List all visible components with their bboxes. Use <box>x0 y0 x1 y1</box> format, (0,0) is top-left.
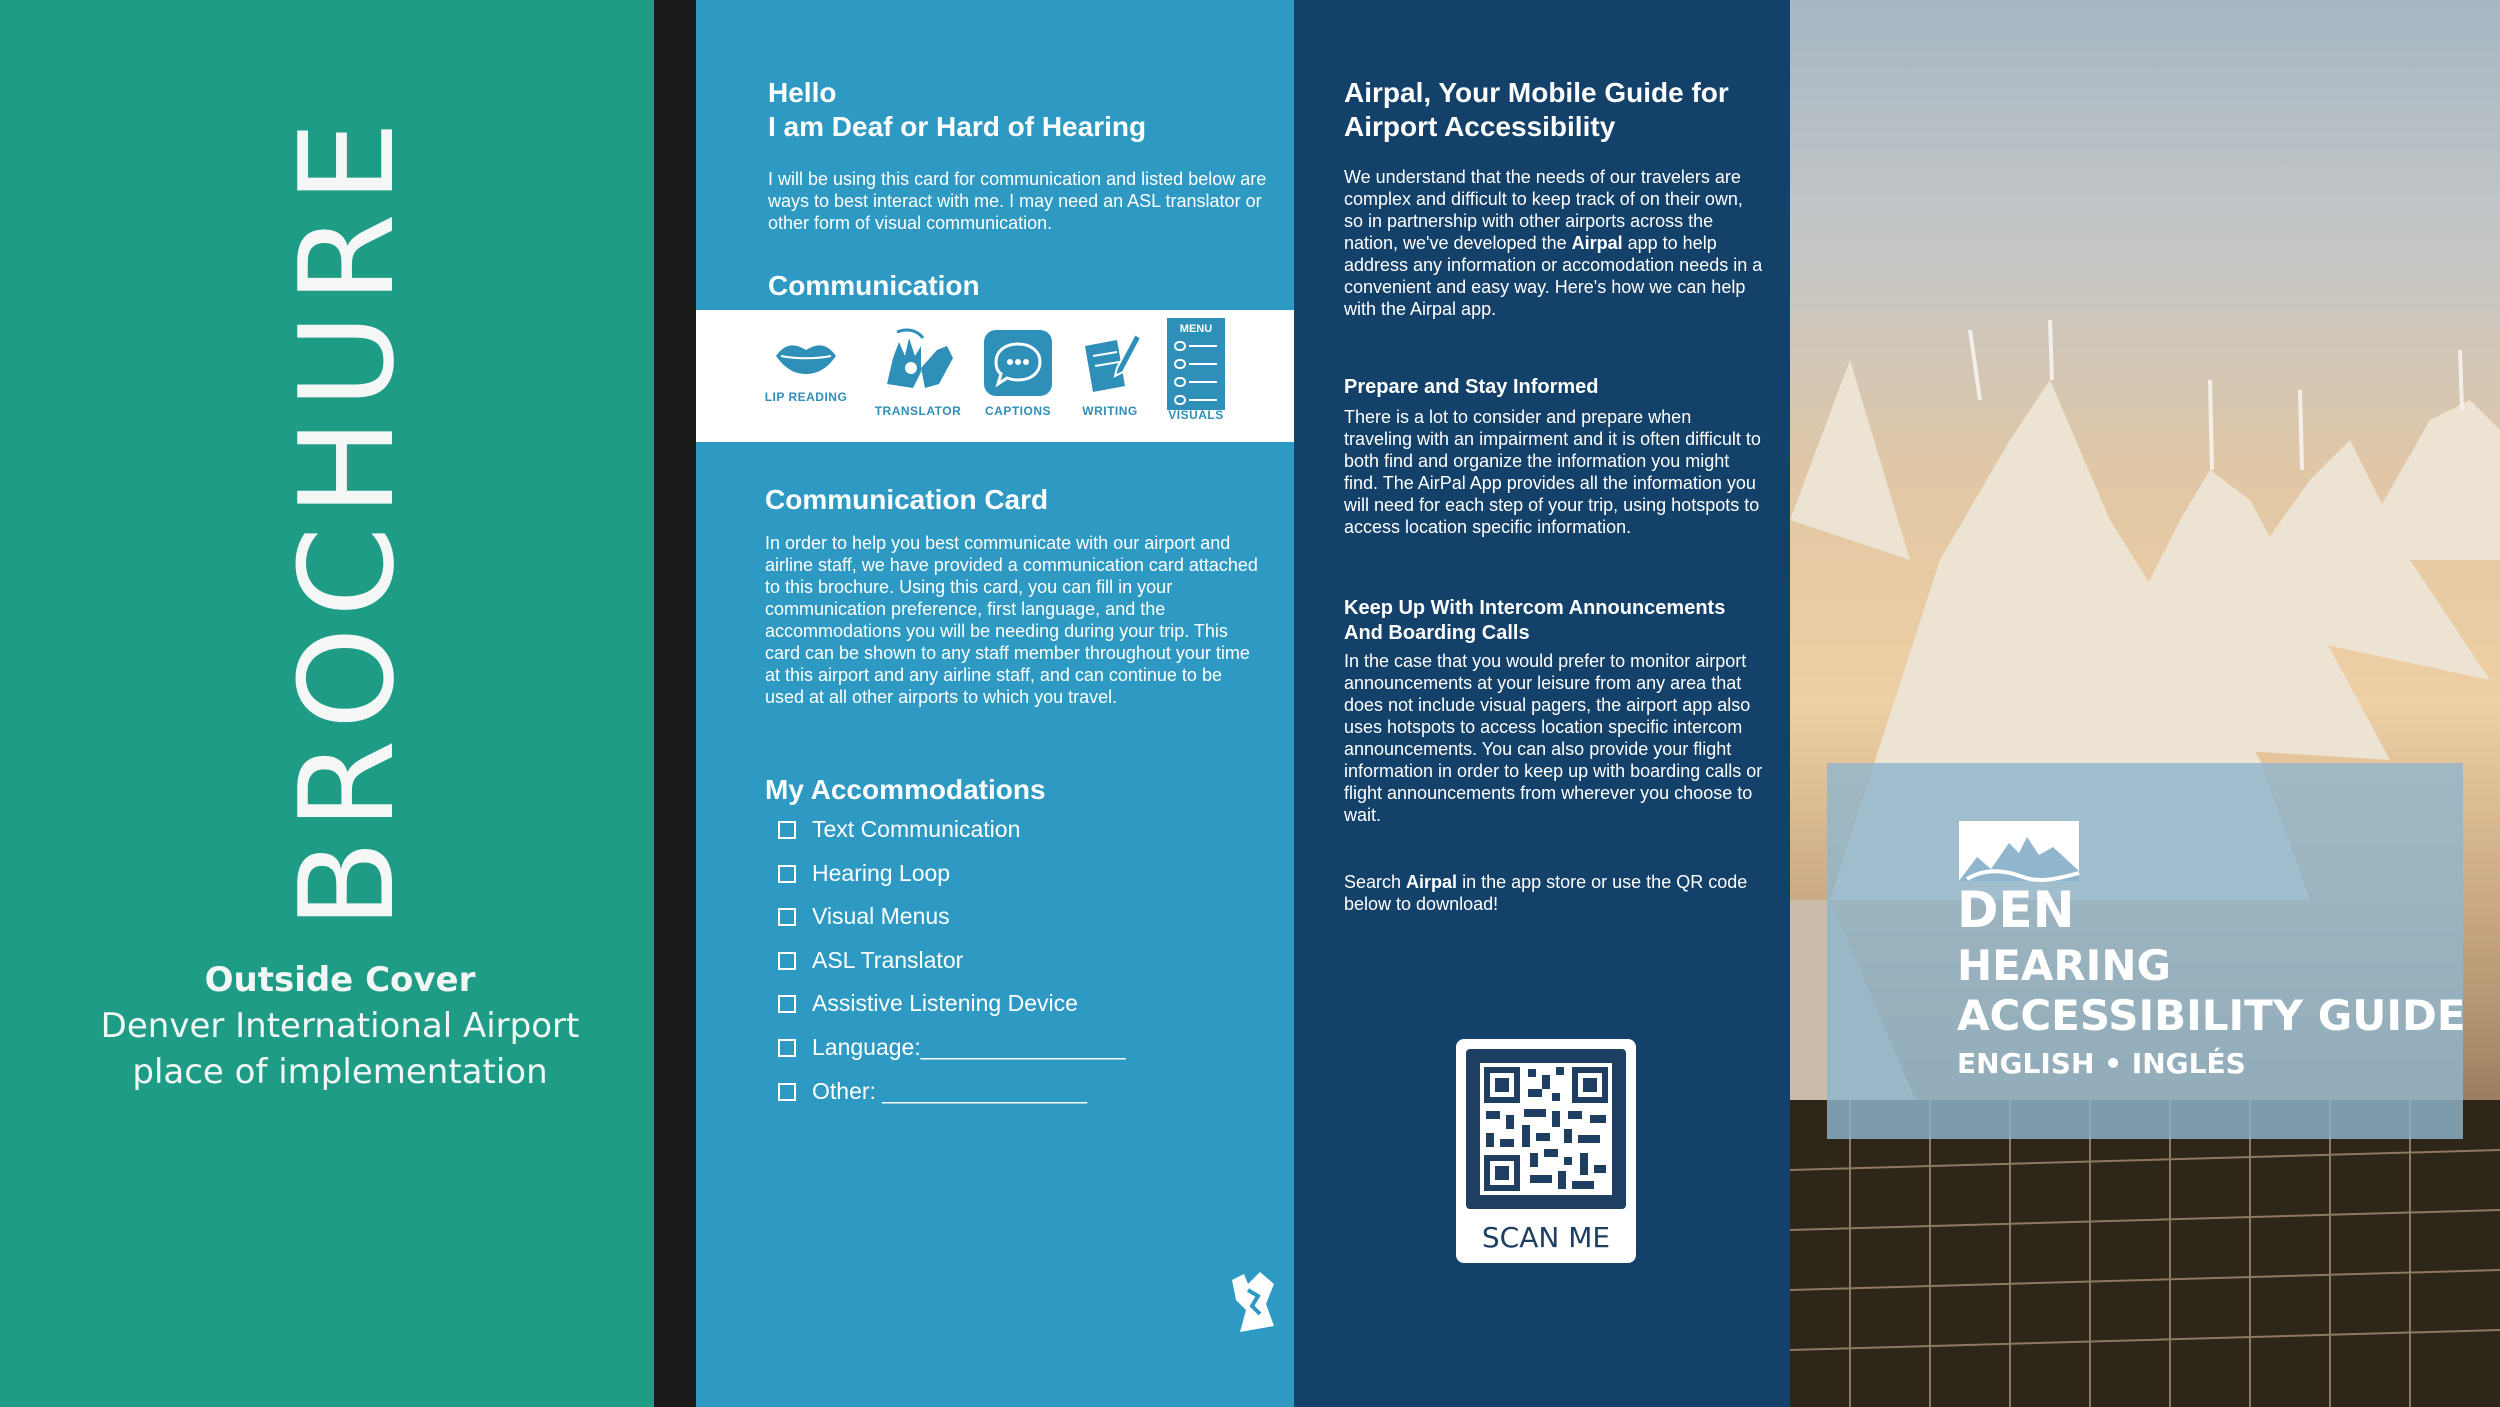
checkbox[interactable] <box>778 995 796 1013</box>
deaf-line: I am Deaf or Hard of Hearing <box>768 111 1147 142</box>
accommodation-label: ASL Translator <box>812 947 964 973</box>
prepare-text: There is a lot to consider and prepare when traveling with an impairment and it is often difficult to both find and organize the information you might find. The AirPal App provides all the information you will need for each step of your trip, using hotspots to access location specific information. <box>1344 407 1761 537</box>
title-overlay-box <box>1827 763 2466 1139</box>
greeting-heading <box>768 76 1146 144</box>
den-mountain-icon <box>1957 819 2081 931</box>
search-text-b: in the app store or use the QR code below to download! <box>1344 872 1748 914</box>
checkbox[interactable] <box>778 1039 796 1057</box>
den-mark-icon <box>1226 1270 1280 1336</box>
communication-card-heading: Communication Card <box>765 484 1049 515</box>
icon-label: WRITING <box>1082 404 1138 418</box>
outside-cover-panel <box>0 0 654 1407</box>
qr-code[interactable] <box>1466 1049 1626 1209</box>
communication-card-text: In order to help you best communicate with our airport and airline staff, we have provided a communication card attached to this brochure. Using this card, you can fill in your communication preference, first language, and the accommodations you will be needing during your trip. This card can be shown to any staff member throughout your time at this airport and any airline staff, and can continue to be used at all other airports to which you travel. <box>765 533 1258 707</box>
front-cover-photo <box>1790 0 2500 1407</box>
accommodations-heading: My Accommodations <box>765 774 1046 805</box>
icon-item-captions <box>970 328 1066 418</box>
accommodation-option[interactable] <box>778 903 950 930</box>
outside-cover-label: Outside Cover <box>204 960 476 1000</box>
search-text-a: Search <box>1344 872 1407 892</box>
airpal-heading: Airpal, Your Mobile Guide for Airport Accessibility <box>1344 77 1729 142</box>
icon-label: TRANSLATOR <box>874 404 962 418</box>
language-label: ENGLISH • INGLÉS <box>1957 1047 2246 1080</box>
search-bold: Airpal <box>1406 872 1458 892</box>
icon-item-visuals <box>1148 323 1244 422</box>
checkbox[interactable] <box>778 908 796 926</box>
implementation-note: place of implementation <box>132 1052 548 1092</box>
accommodation-label: Visual Menus <box>812 903 950 929</box>
den-logo <box>1957 819 2081 936</box>
brochure-title: BROCHURE <box>271 111 423 929</box>
accommodation-label: Other: ________________ <box>812 1078 1087 1104</box>
qr-card[interactable] <box>1456 1039 1636 1263</box>
accommodation-option[interactable] <box>778 990 1078 1017</box>
guide-title-line2: ACCESSIBILITY GUIDE <box>1957 991 2466 1040</box>
communication-icon-strip <box>696 310 1294 442</box>
icon-item-translator <box>870 328 966 418</box>
accommodation-label: Language:________________ <box>812 1034 1126 1060</box>
airport-tent-roof-image <box>1790 0 2500 1407</box>
communication-heading: Communication <box>768 270 980 301</box>
accommodation-label: Hearing Loop <box>812 860 951 886</box>
scan-me-label: SCAN ME <box>1481 1221 1611 1254</box>
lips-icon <box>771 328 841 384</box>
airpal-intro <box>1344 166 1764 320</box>
airpal-panel <box>1294 0 1790 1407</box>
icon-item-lip-reading <box>758 328 854 404</box>
icon-label: CAPTIONS <box>984 404 1051 418</box>
chat-bubble-icon <box>982 328 1054 398</box>
hello-line: Hello <box>768 77 837 108</box>
airport-name: Denver International Airport <box>100 1006 580 1046</box>
icon-label: VISUALS <box>1168 408 1224 422</box>
accommodation-option[interactable] <box>778 1078 1087 1105</box>
pencil-note-icon <box>1077 328 1143 398</box>
communication-panel <box>696 0 1294 1407</box>
airpal-bold: Airpal <box>1571 233 1623 253</box>
sign-language-icon <box>877 328 959 398</box>
menu-card-icon <box>1165 316 1227 412</box>
intro-text-a: We understand that the needs of our travelers are complex and difficult to keep track of on their own, so in partnership with other airports across the nation, we've developed the <box>1344 167 1743 253</box>
qr-code-icon <box>1466 1049 1626 1209</box>
checkbox[interactable] <box>778 1083 796 1101</box>
panel-divider <box>654 0 696 1407</box>
intro-text-b: app to help address any information or accomodation needs in a convenient and easy way. Here's how we can help with the Airpal app. <box>1344 233 1763 319</box>
prepare-heading: Prepare and Stay Informed <box>1344 376 1599 398</box>
accommodation-option[interactable] <box>778 947 963 974</box>
icon-item-writing <box>1062 328 1158 418</box>
checkbox[interactable] <box>778 865 796 883</box>
intercom-heading: Keep Up With Intercom Announcements And Boarding Calls <box>1344 597 1726 644</box>
accommodation-label: Text Communication <box>812 816 1021 842</box>
accommodation-option[interactable] <box>778 1034 1125 1061</box>
checkbox[interactable] <box>778 821 796 839</box>
guide-title-line1: HEARING <box>1957 941 2171 990</box>
intro-text: I will be using this card for communication and listed below are ways to best interact with me. I may need an ASL translator or other form of visual communication. <box>768 169 1267 233</box>
menu-badge-text: MENU <box>1179 323 1213 335</box>
search-text <box>1344 871 1764 915</box>
intercom-text: In the case that you would prefer to monitor airport announcements at your leisure from any area that does not include visual pagers, the airport app also uses hotspots to access location specific intercom announcements. You can also provide your flight information in order to keep up with boarding calls or flight announcements from wherever you choose to wait. <box>1344 651 1763 825</box>
accommodation-label: Assistive Listening Device <box>812 990 1078 1016</box>
den-logo-text: DEN <box>1957 881 2075 931</box>
checkbox[interactable] <box>778 952 796 970</box>
accommodation-option[interactable] <box>778 860 950 887</box>
accommodation-option[interactable] <box>778 816 1020 843</box>
icon-label: LIP READING <box>764 390 848 404</box>
